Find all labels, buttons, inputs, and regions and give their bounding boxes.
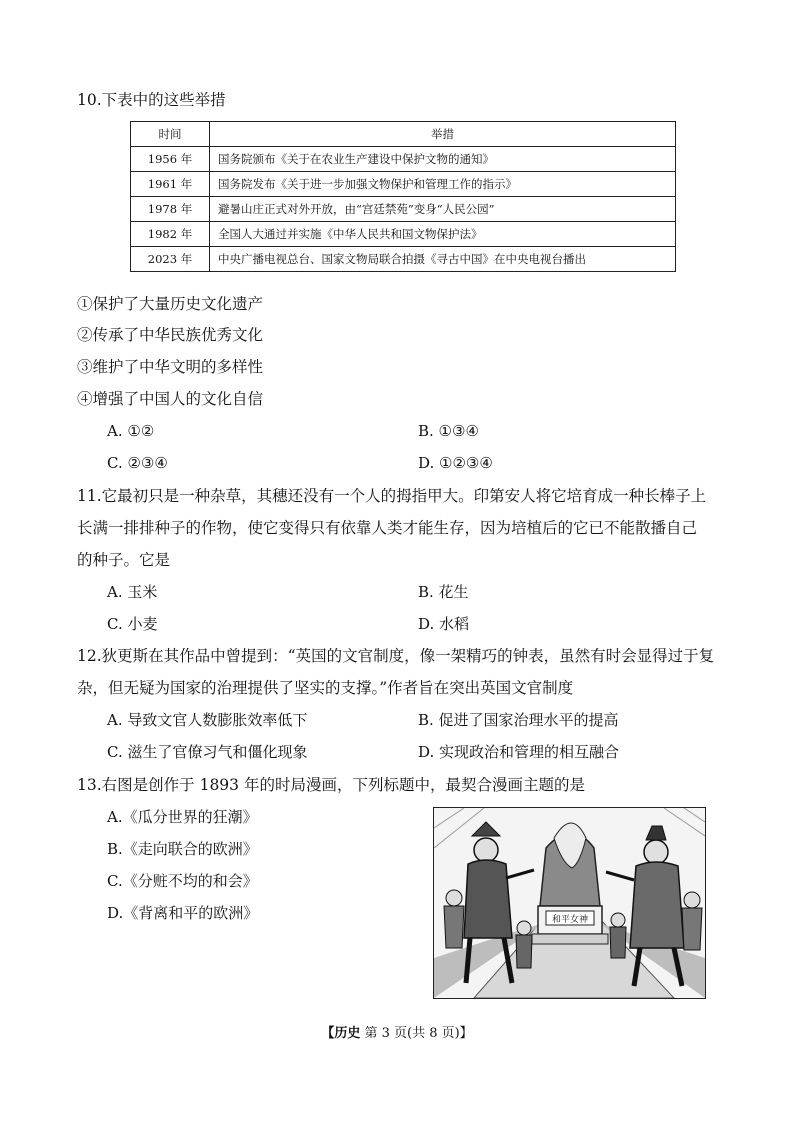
q11-line-3: 的种子。它是 [77,551,171,569]
q10-statement-2: ②传承了中华民族优秀文化 [77,326,264,344]
q13-stem: 13.右图是创作于 1893 年的时局漫画，下列标题中，最契合漫画主题的是 [77,776,585,794]
table-row [131,222,676,247]
row-year: 1978 年 [131,197,210,222]
page-footer [0,1022,794,1041]
q10-option-b[interactable]: B. ①③④ [418,422,479,440]
q10-statement-3: ③维护了中华文明的多样性 [77,358,264,376]
q12-option-b[interactable]: B. 促进了国家治理水平的提高 [418,711,619,729]
cartoon-illustration [434,808,705,998]
q12-line-2: 杂，但无疑为国家的治理提供了坚实的支撑。”作者旨在突出英国文官制度 [77,679,574,697]
q11-option-d[interactable]: D. 水稻 [418,615,470,633]
q10-option-d[interactable]: D. ①②③④ [418,454,493,472]
q12-line-1: 12.狄更斯在其作品中曾提到：“英国的文官制度，像一架精巧的钟表，虽然有时会显得过于复 [77,647,715,665]
table-row [131,247,676,272]
table-row [131,147,676,172]
table-header-time: 时间 [131,122,210,147]
footer-page-number: 第 3 页(共 8 页)】 [360,1026,473,1041]
table-header-measure: 举措 [210,122,676,147]
q11-option-a[interactable]: A. 玉米 [107,583,158,601]
measures-table [130,121,676,272]
political-cartoon-image [433,807,706,999]
q12-option-a[interactable]: A. 导致文官人数膨胀效率低下 [107,711,308,729]
q13-option-b[interactable]: B.《走向联合的欧洲》 [107,840,258,858]
table-row [131,172,676,197]
q13-option-d[interactable]: D.《背离和平的欧洲》 [107,904,259,922]
q11-line-2: 长满一排排种子的作物，使它变得只有依靠人类才能生存，因为培植后的它已不能散播自己 [77,519,698,537]
row-measure: 中央广播电视总台、国家文物局联合拍摄《寻古中国》在中央电视台播出 [210,247,676,272]
q12-option-c[interactable]: C. 滋生了官僚习气和僵化现象 [107,743,308,761]
footer-subject: 【历史 [321,1026,361,1041]
row-year: 1956 年 [131,147,210,172]
cartoon-label: 和平女神 [551,915,589,925]
q10-stem: 10.下表中的这些举措 [77,91,226,109]
q11-line-1: 11.它最初只是一种杂草，其穗还没有一个人的拇指甲大。印第安人将它培育成一种长棒子上 [77,487,707,505]
q13-option-a[interactable]: A.《瓜分世界的狂潮》 [107,808,258,826]
row-measure: 避暑山庄正式对外开放，由“宫廷禁苑”变身“人民公园” [210,197,676,222]
q11-option-b[interactable]: B. 花生 [418,583,469,601]
row-year: 2023 年 [131,247,210,272]
q10-statement-1: ①保护了大量历史文化遗产 [77,295,264,313]
row-year: 1961 年 [131,172,210,197]
q11-option-c[interactable]: C. 小麦 [107,615,158,633]
row-measure: 全国人大通过并实施《中华人民共和国文物保护法》 [210,222,676,247]
q13-option-c[interactable]: C.《分赃不均的和会》 [107,872,258,890]
q10-option-c[interactable]: C. ②③④ [107,454,168,472]
q10-option-a[interactable]: A. ①② [107,422,155,440]
row-measure: 国务院发布《关于进一步加强文物保护和管理工作的指示》 [210,172,676,197]
table-header-row [131,122,676,147]
q10-statement-4: ④增强了中国人的文化自信 [77,390,264,408]
table-row [131,197,676,222]
row-year: 1982 年 [131,222,210,247]
row-measure: 国务院颁布《关于在农业生产建设中保护文物的通知》 [210,147,676,172]
q12-option-d[interactable]: D. 实现政治和管理的相互融合 [418,743,620,761]
